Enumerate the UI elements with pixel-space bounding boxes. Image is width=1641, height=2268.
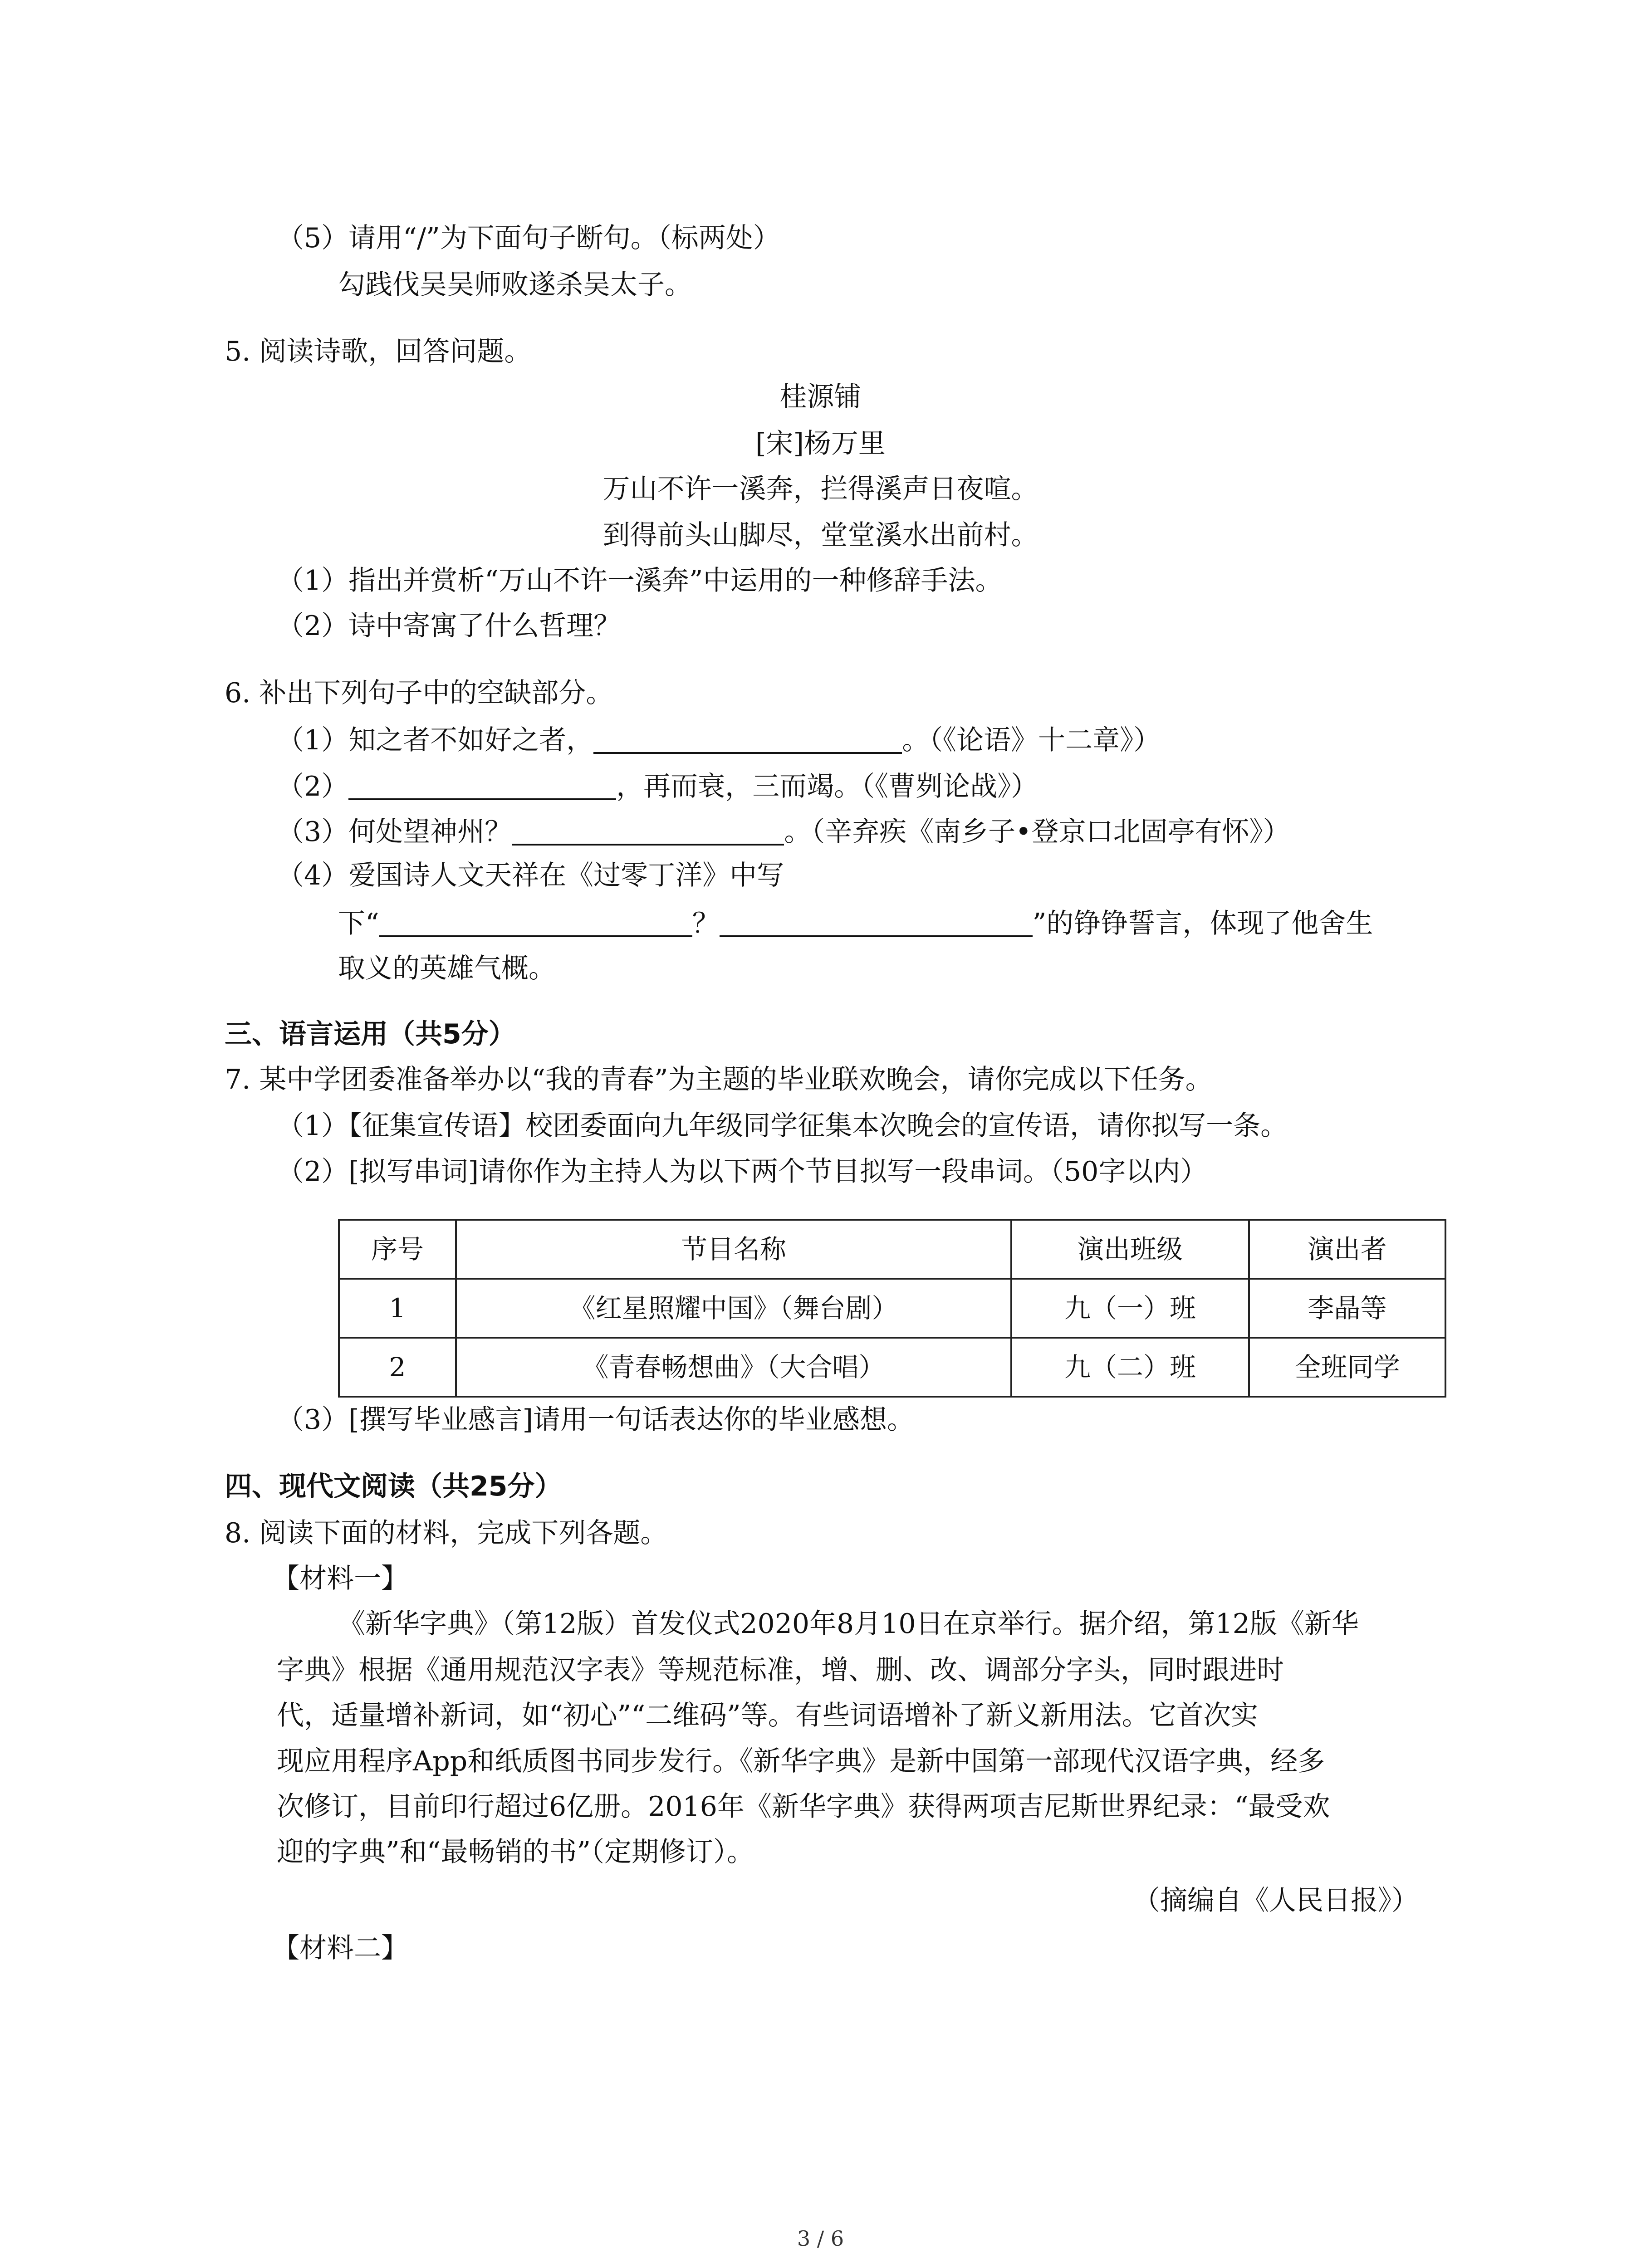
q6-s4-line3: 取义的英雄气概。 [338,953,556,984]
table-cell: 2 [339,1338,456,1397]
poem-title: 桂源铺 [779,381,862,413]
table-header: 序号 [339,1220,456,1279]
q6-s4-before: 下“ [338,908,379,939]
q6-s3-after: 。（辛弃疾《南乡子•登京口北固亭有怀》） [784,816,1290,848]
q6-s2-label: （2） [277,771,349,802]
q7-prompt: 7. 某中学团委准备举办以“我的青春”为主题的毕业联欢晚会，请你完成以下任务。 [225,1064,1213,1095]
poem-line-2: 到得前头山脚尽，堂堂溪水出前村。 [603,519,1038,551]
poem-author: [宋]杨万里 [755,428,886,459]
q6-s4-after: ”的铮铮誓言，体现了他舍生 [1032,908,1373,939]
material-1-line: 代，适量增补新词，如“初心”“二维码”等。有些词语增补了新义新用法。它首次实 [277,1700,1258,1731]
fill-blank-3[interactable] [512,816,784,846]
material-1-line: 次修订，目前印行超过6亿册。2016年《新华字典》获得两项吉尼斯世界纪录：“最受欢 [277,1791,1330,1823]
q6-s4-label: （4） [277,860,349,891]
q6-s3-before: 何处望神州？ [348,816,512,848]
q6-s4-line2 [338,908,1373,937]
material-1-line: 现应用程序App和纸质图书同步发行。《新华字典》是新中国第一部现代汉语字典，经多 [277,1745,1325,1777]
q6-s1 [277,725,1161,754]
table-header-row [339,1220,1445,1279]
table-cell: 李晶等 [1249,1279,1445,1338]
table-cell: 《红星照耀中国》（舞台剧） [456,1279,1011,1338]
q6-s1-before: 知之者不如好之者， [348,724,594,756]
q7-sub2: （2）[拟写串词]请你作为主持人为以下两个节目拟写一段串词。（50字以内） [277,1156,1208,1188]
fill-blank-4[interactable] [379,908,692,937]
q6-s3-label: （3） [277,816,349,848]
q5-sub1: （1）指出并赏析“万山不许一溪奔”中运用的一种修辞手法。 [277,565,1003,596]
q8-prompt: 8. 阅读下面的材料，完成下列各题。 [225,1517,668,1549]
q6-s1-after: 。（《论语》十二章》） [902,724,1161,756]
table-header: 演出班级 [1011,1220,1249,1279]
material-2-label: 【材料二】 [272,1932,408,1964]
table-row [339,1338,1445,1397]
section-4-heading: 四、现代文阅读（共25分） [225,1471,562,1502]
fill-blank-2[interactable] [348,771,616,800]
material-1-line: 字典》根据《通用规范汉字表》等规范标准，增、删、改、调部分字头，同时跟进时 [277,1654,1284,1686]
table-header: 演出者 [1249,1220,1445,1279]
q6-s4-line1 [277,862,784,889]
page-number: 3 / 6 [797,2226,844,2251]
table-cell: 九（二）班 [1011,1338,1249,1397]
material-1-label: 【材料一】 [272,1563,408,1594]
q6-s4-mid: ？ [692,908,720,939]
program-table [338,1219,1446,1398]
q6-s1-label: （1） [277,724,349,756]
fill-blank-1[interactable] [593,725,902,754]
q6-prompt: 6. 补出下列句子中的空缺部分。 [225,677,613,709]
table-cell: 《青春畅想曲》（大合唱） [456,1338,1011,1397]
material-1-line: 《新华字典》（第12版）首发仪式2020年8月10日在京举行。据介绍，第12版《新华 [338,1608,1359,1640]
fill-blank-5[interactable] [720,908,1033,937]
q4-5-prompt: （5）请用“/”为下面句子断句。（标两处） [277,222,780,254]
q4-5-sentence: 勾践伐吴吴师败遂杀吴太子。 [338,269,692,301]
q5-prompt: 5. 阅读诗歌，回答问题。 [225,336,532,367]
table-cell: 九（一）班 [1011,1279,1249,1338]
q5-sub2: （2）诗中寄寓了什么哲理？ [277,610,621,642]
q7-sub1: （1）【征集宣传语】校团委面向九年级同学征集本次晚会的宣传语，请你拟写一条。 [277,1110,1288,1142]
table-cell: 1 [339,1279,456,1338]
table-row [339,1279,1445,1338]
table-cell: 全班同学 [1249,1338,1445,1397]
poem-line-1: 万山不许一溪奔，拦得溪声日夜喧。 [603,473,1038,505]
q6-s2 [277,771,1038,800]
q6-s2-after: ，再而衰，三而竭。（《曹刿论战》） [616,771,1038,802]
table-header: 节目名称 [456,1220,1011,1279]
section-3-heading: 三、语言运用（共5分） [225,1018,516,1050]
material-1-source: （摘编自《人民日报》） [1133,1885,1419,1916]
q7-sub3: （3）[撰写毕业感言]请用一句话表达你的毕业感想。 [277,1404,914,1436]
q6-s4-text1: 爱国诗人文天祥在《过零丁洋》中写 [348,860,784,891]
material-1-line: 迎的字典”和“最畅销的书”（定期修订）。 [277,1836,754,1868]
q6-s3 [277,816,1290,846]
